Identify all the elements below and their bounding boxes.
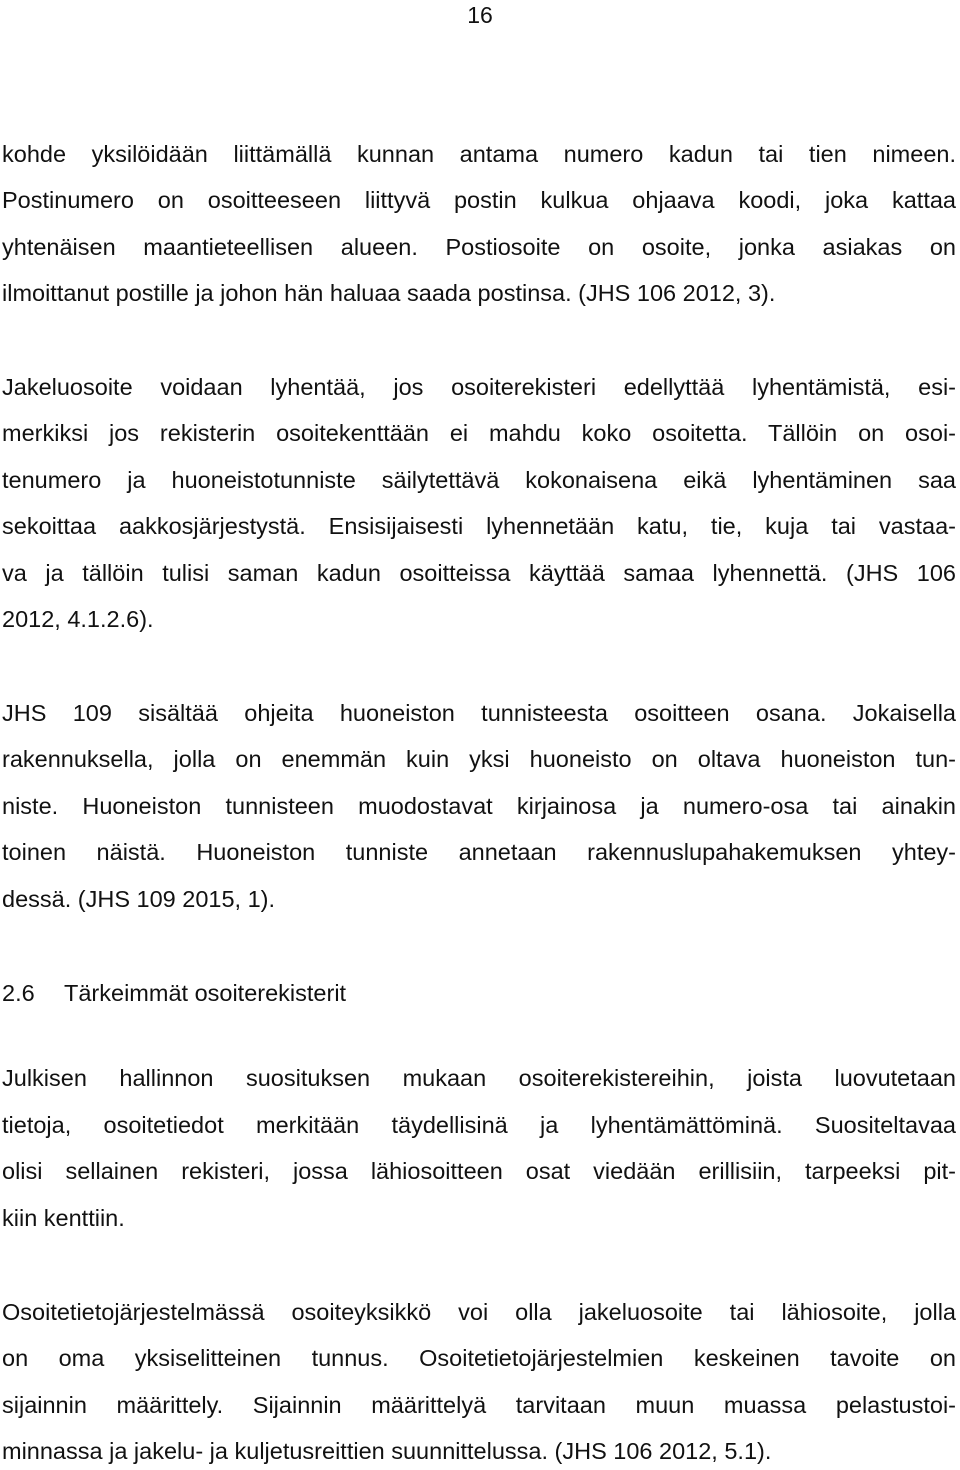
section-heading-title: Tärkeimmät osoiterekisterit	[64, 980, 347, 1006]
paragraph-3-line-4: toinen näistä. Huoneiston tunniste annetaan rakennuslupahakemuksen yhtey-	[2, 839, 956, 865]
section-heading	[2, 978, 956, 1008]
paragraph-2-line-6: 2012, 4.1.2.6).	[2, 606, 154, 632]
paragraph-4-line-2: tietoja, osoitetiedot merkitään täydellisinä ja lyhentämättöminä. Suositeltavaa	[2, 1112, 956, 1138]
paragraph-5-line-4: minnassa ja jakelu- ja kuljetusreittien suunnittelussa. (JHS 106 2012, 5.1).	[2, 1438, 772, 1464]
paragraph-1-line-2: Postinumero on osoitteeseen liittyvä postin kulkua ohjaava koodi, joka kattaa	[2, 187, 956, 213]
paragraph-3-line-3: niste. Huoneiston tunnisteen muodostavat kirjainosa ja numero-osa tai ainakin	[2, 793, 956, 819]
paragraph-4-line-3: olisi sellainen rekisteri, jossa lähiosoitteen osat viedään erillisiin, tarpeeksi pit-	[2, 1158, 956, 1184]
paragraph-1-line-3: yhtenäisen maantieteellisen alueen. Postiosoite on osoite, jonka asiakas on	[2, 234, 956, 260]
paragraph-1-line-1: kohde yksilöidään liittämällä kunnan antama numero kadun tai tien nimeen.	[2, 141, 956, 167]
paragraph-2-line-5: va ja tällöin tulisi saman kadun osoitteissa käyttää samaa lyhennettä. (JHS 106	[2, 560, 956, 586]
paragraph-4-line-4: kiin kenttiin.	[2, 1205, 125, 1231]
paragraph-2-line-1: Jakeluosoite voidaan lyhentää, jos osoiterekisteri edellyttää lyhentämistä, esi-	[2, 374, 956, 400]
page-number: 16	[467, 2, 493, 28]
paragraph-2-line-3: tenumero ja huoneistotunniste säilytettävä kokonaisena eikä lyhentäminen saa	[2, 467, 956, 493]
paragraph-1-line-4: ilmoittanut postille ja johon hän haluaa saada postinsa. (JHS 106 2012, 3).	[2, 280, 776, 306]
paragraph-5-line-2: on oma yksiselitteinen tunnus. Osoitetietojärjestelmien keskeinen tavoite on	[2, 1345, 956, 1371]
paragraph-2-line-4: sekoittaa aakkosjärjestystä. Ensisijaisesti lyhennetään katu, tie, kuja tai vastaa-	[2, 513, 956, 539]
paragraph-4-line-1: Julkisen hallinnon suosituksen mukaan osoiterekistereihin, joista luovutetaan	[2, 1065, 956, 1091]
paragraph-3-line-5: dessä. (JHS 109 2015, 1).	[2, 886, 276, 912]
paragraph-5-line-3: sijainnin määrittely. Sijainnin määrittelyä tarvitaan muun muassa pelastustoi-	[2, 1392, 956, 1418]
section-heading-number: 2.6	[2, 980, 35, 1006]
paragraph-3-line-2: rakennuksella, jolla on enemmän kuin yksi huoneisto on oltava huoneiston tun-	[2, 746, 956, 772]
paragraph-2-line-2: merkiksi jos rekisterin osoitekenttään ei mahdu koko osoitetta. Tällöin on osoi-	[2, 420, 956, 446]
paragraph-5-line-1: Osoitetietojärjestelmässä osoiteyksikkö voi olla jakeluosoite tai lähiosoite, jolla	[2, 1299, 956, 1325]
paragraph-3-line-1: JHS 109 sisältää ohjeita huoneiston tunnisteesta osoitteen osana. Jokaisella	[2, 700, 956, 726]
